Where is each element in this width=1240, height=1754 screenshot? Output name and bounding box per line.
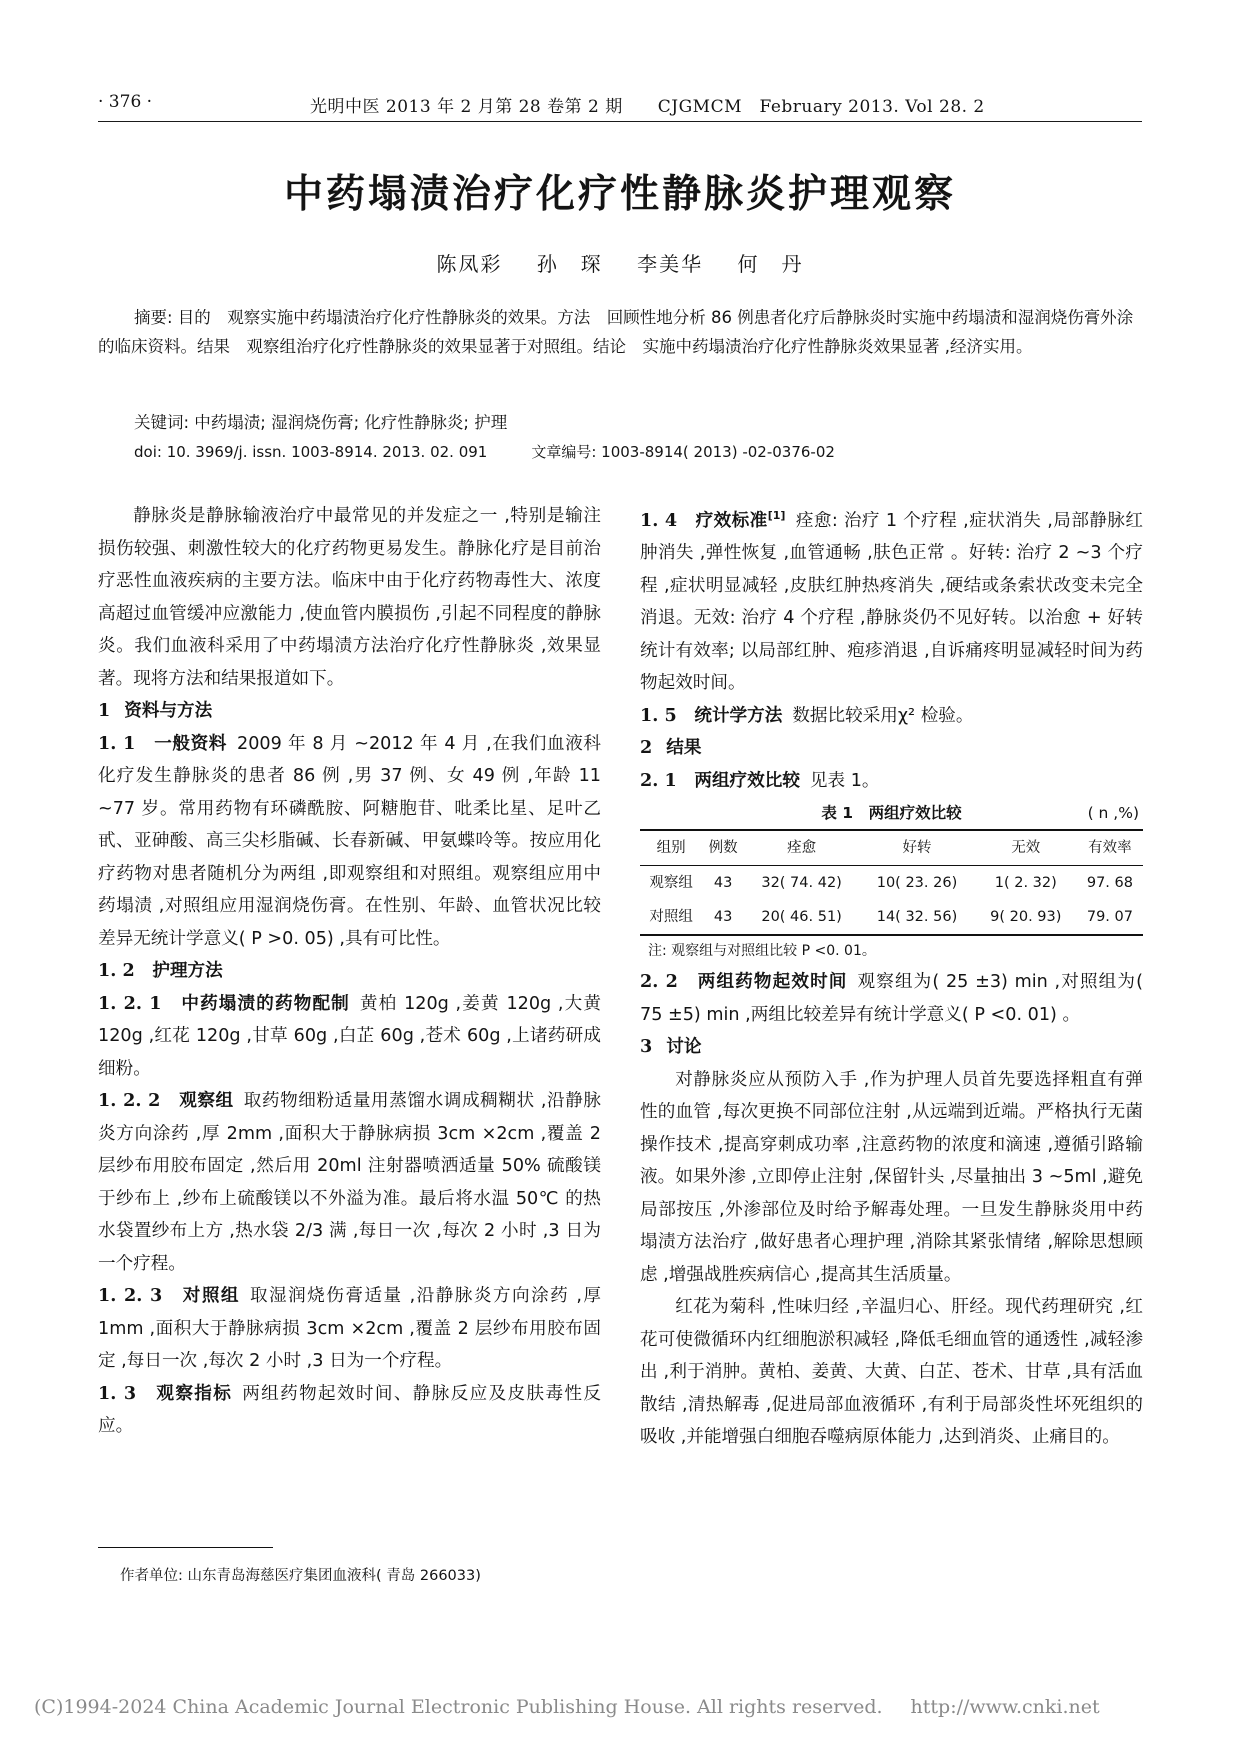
table-cell: 32( 74. 42) (761, 875, 842, 892)
author-affiliation: 作者单位: 山东青岛海慈医疗集团血液科( 青岛 266033) (120, 1568, 481, 1584)
subsection-1-4 (640, 500, 1143, 700)
table-cell: 43 (713, 875, 733, 892)
table-cell: 9( 20. 93) (990, 909, 1062, 926)
subsection-title: 观察组 (179, 1091, 234, 1111)
subsection-number: 2. 1 (640, 769, 677, 791)
table-unit: ( n ,%) (1087, 804, 1139, 823)
column-header: 例数 (708, 840, 738, 857)
subsection-2-2 (640, 966, 1143, 1031)
page-number: · 376 · (98, 92, 153, 112)
citation-ref[interactable]: [1] (767, 509, 786, 522)
section-number: 2 (640, 737, 653, 759)
author: 李美华 (637, 252, 704, 276)
subsection-1-5 (640, 700, 1143, 733)
section-title: 结果 (666, 738, 702, 759)
running-header (98, 86, 1142, 122)
subsection-1-2-2 (98, 1085, 601, 1280)
subsection-title: 观察指标 (156, 1383, 233, 1404)
subsection-title: 一般资料 (154, 733, 228, 754)
subsection-text: 取湿润烧伤膏适量 ,沿静脉炎方向涂药 ,厚 1mm ,面积大于静脉病损 3cm ×2cm ,覆盖 2 层纱布用胶布固定 ,每日一次 ,每次 2 小时 ,3 日为一个疗程。 (98, 1286, 601, 1371)
section-heading (98, 695, 601, 728)
column-header: 好转 (902, 840, 932, 857)
article-title: 中药塌渍治疗化疗性静脉炎护理观察 (283, 172, 956, 217)
discussion-paragraph: 对静脉炎应从预防入手 ,作为护理人员首先要选择粗直有弹性的血管 ,每次更换不同部位注射 ,从远端到近端。严格执行无菌操作技术 ,提高穿刺成功率 ,注意药物的浓度和滴速 ,遵循引路输液。如果外渗 ,立即停止注射 ,保留针头 ,尽量抽出 3 ~5ml ,避免局部按压 ,外渗部位及时给予解毒处理。一旦发生静脉炎用中药塌渍方法治疗 ,做好患者心理护理 ,消除其紧张情绪 ,解除思想顾虑 ,增强战胜疾病信心 ,提高其生活质量。 (640, 1069, 1143, 1285)
author-list (0, 248, 1240, 277)
subsection-number: 1. 1 (98, 732, 136, 754)
table-cell: 对照组 (649, 909, 693, 926)
subsection-number: 1. 2. 2 (98, 1090, 161, 1111)
subsection-text: 观察组为( 25 ±3) min ,对照组为( 75 ±5) min ,两组比较差异有统计学意义( P <0. 01) 。 (640, 972, 1143, 1025)
subsection-title: 统计学方法 (694, 705, 783, 726)
author: 何 丹 (737, 252, 804, 276)
table-row (640, 866, 1143, 901)
subsection-1-2-1 (98, 988, 601, 1086)
subsection-number: 1. 2. 3 (98, 1285, 163, 1306)
section-title: 讨论 (666, 1037, 702, 1058)
journal-info: 光明中医 2013 年 2 月第 28 卷第 2 期 CJGMCM February 2013. Vol 28. 2 (310, 97, 985, 117)
subsection-number: 1. 3 (98, 1382, 137, 1404)
column-header: 痊愈 (787, 840, 817, 857)
subsection-1-2-3 (98, 1280, 601, 1378)
doi: doi: 10. 3969/j. issn. 1003-8914. 2013. 02. 091 (134, 443, 488, 461)
subsection-text: 黄柏 120g ,姜黄 120g ,大黄 120g ,红花 120g ,甘草 60g ,白芷 60g ,苍术 60g ,上诸药研成细粉。 (98, 993, 601, 1079)
results-table (640, 829, 1143, 936)
doi-line (98, 438, 1142, 467)
subsection-title: 两组药物起效时间 (697, 972, 848, 993)
subsection-title: 中药塌渍的药物配制 (181, 993, 350, 1014)
section-number: 1 (98, 700, 111, 721)
section-title: 资料与方法 (124, 701, 213, 721)
table-cell: 43 (713, 909, 733, 926)
subsection-text: 数据比较采用χ² 检验。 (792, 705, 974, 726)
table-cell: 20( 46. 51) (761, 909, 842, 926)
section-heading (640, 732, 1143, 765)
subsection-text: 2009 年 8 月 ~2012 年 4 月 ,在我们血液科化疗发生静脉炎的患者 86 例 ,男 37 例、女 49 例 ,年龄 11 ~77 岁。常用药物有环磷酰胺、阿糖胞苷、吡柔比星、足叶乙甙、亚砷酸、高三尖杉脂碱、长春新碱、甲氨蝶呤等。按应用化疗药物对患者随机分为两组 ,即观察组和对照组。观察组应用中药塌渍 ,对照组应用湿润烧伤膏。在性别、年龄、血管状况比较差异无统计学意义( P >0. 05) ,具有可比性。 (98, 733, 601, 949)
subsection-number: 1. 2 (98, 960, 135, 981)
table-cell: 10( 23. 26) (876, 875, 958, 892)
abstract: 摘要: 目的 观察实施中药塌渍治疗化疗性静脉炎的效果。方法 回顾性地分析 86 例患者化疗后静脉炎时实施中药塌渍和湿润烧伤膏外涂的临床资料。结果 观察组治疗化疗性静脉炎的效果显著于对照组。结论 实施中药塌渍治疗化疗性静脉炎效果显著 ,经济实用。 (98, 308, 1134, 356)
subsection-number: 2. 2 (640, 971, 678, 993)
subsection-title: 两组疗效比较 (694, 770, 800, 791)
subsection-number: 1. 4 (640, 509, 678, 531)
author: 陈凤彩 (436, 252, 503, 276)
subsection-title: 疗效标准[1] (695, 509, 786, 531)
discussion-paragraph: 红花为菊科 ,性味归经 ,辛温归心、肝经。现代药理研究 ,红花可使微循环内红细胞淤积减轻 ,降低毛细血管的通透性 ,减轻渗出 ,利于消肿。黄柏、姜黄、大黄、白芷、苍术、甘草 ,具有活血散结 ,清热解毒 ,促进局部血液循环 ,有利于局部炎性坏死组织的吸收 ,并能增强白细胞吞噬病原体能力 ,达到消炎、止痛目的。 (640, 1297, 1143, 1448)
subsection-number: 1. 5 (640, 704, 677, 726)
table-cell: 97. 68 (1086, 875, 1133, 892)
column-header: 无效 (1011, 840, 1041, 857)
table-caption (640, 797, 1143, 829)
cnki-link[interactable]: http://www.cnki.net (910, 1696, 1100, 1718)
right-column (640, 500, 1143, 1454)
table-note: 注: 观察组与对照组比较 P <0. 01。 (648, 943, 876, 960)
subsection-2-1 (640, 765, 1143, 798)
subsection-text: 取药物细粉适量用蒸馏水调成稠糊状 ,沿静脉炎方向涂药 ,厚 2mm ,面积大于静脉病损 3cm ×2cm ,覆盖 2 层纱布用胶布固定 ,然后用 20ml 注射器喷洒适量 50% 硫酸镁于纱布上 ,纱布上硫酸镁以不外溢为准。最后将水温 50℃ 的热水袋置纱布上方 ,热水袋 2/3 满 ,每日一次 ,每次 2 小时 ,3 日为一个疗程。 (98, 1091, 601, 1274)
left-column (98, 500, 601, 1443)
section-number: 3 (640, 1036, 653, 1058)
table-cell: 1( 2. 32) (994, 875, 1057, 892)
copyright-notice (34, 1696, 1100, 1718)
section-heading (640, 1031, 1143, 1064)
keywords: 关键词: 中药塌渍; 湿润烧伤膏; 化疗性静脉炎; 护理 (134, 413, 508, 432)
article-number: 文章编号: 1003-8914( 2013) -02-0376-02 (531, 443, 835, 461)
author: 孙 琛 (536, 252, 603, 276)
copyright-text: (C)1994-2024 China Academic Journal Electronic Publishing House. All rights reserved. (34, 1696, 883, 1718)
table-header-row (640, 830, 1143, 866)
subsection-1-3 (98, 1378, 601, 1443)
subsection-number: 1. 2. 1 (98, 992, 162, 1014)
intro-paragraph: 静脉炎是静脉输液治疗中最常见的并发症之一 ,特别是输注损伤较强、刺激性较大的化疗药物更易发生。静脉化疗是目前治疗恶性血液疾病的主要方法。临床中由于化疗药物毒性大、浓度高超过血管缓冲应激能力 ,使血管内膜损伤 ,引起不同程度的静脉炎。我们血液科采用了中药塌渍方法治疗化疗性静脉炎 ,效果显著。现将方法和结果报道如下。 (98, 506, 601, 689)
footnote-divider (98, 1547, 273, 1548)
subsection-text: 痊愈: 治疗 1 个疗程 ,症状消失 ,局部静脉红肿消失 ,弹性恢复 ,血管通畅 ,肤色正常 。好转: 治疗 2 ~3 个疗程 ,症状明显减轻 ,皮肤红肿热疼消失 ,硬结或条索状改变未完全消退。无效: 治疗 4 个疗程 ,静脉炎仍不见好转。以治愈 + 好转统计有效率; 以局部红肿、疱疹消退 ,自诉痛疼明显减轻时间为药物起效时间。 (640, 510, 1143, 694)
table-cell: 观察组 (649, 875, 693, 892)
subsection-title: 护理方法 (152, 961, 223, 981)
table-cell: 79. 07 (1086, 909, 1133, 926)
column-header: 组别 (656, 840, 686, 857)
subsection-title: 对照组 (182, 1286, 240, 1306)
subsection-text: 两组药物起效时间、静脉反应及皮肤毒性反应。 (98, 1383, 601, 1436)
subsection-1-1 (98, 728, 601, 956)
table-row (640, 900, 1143, 935)
subsection-1-2 (98, 955, 601, 988)
table-cell: 14( 32. 56) (876, 909, 958, 926)
column-header: 有效率 (1088, 840, 1132, 857)
table-title: 表 1 两组疗效比较 (821, 804, 962, 823)
subsection-text: 见表 1。 (809, 770, 880, 791)
